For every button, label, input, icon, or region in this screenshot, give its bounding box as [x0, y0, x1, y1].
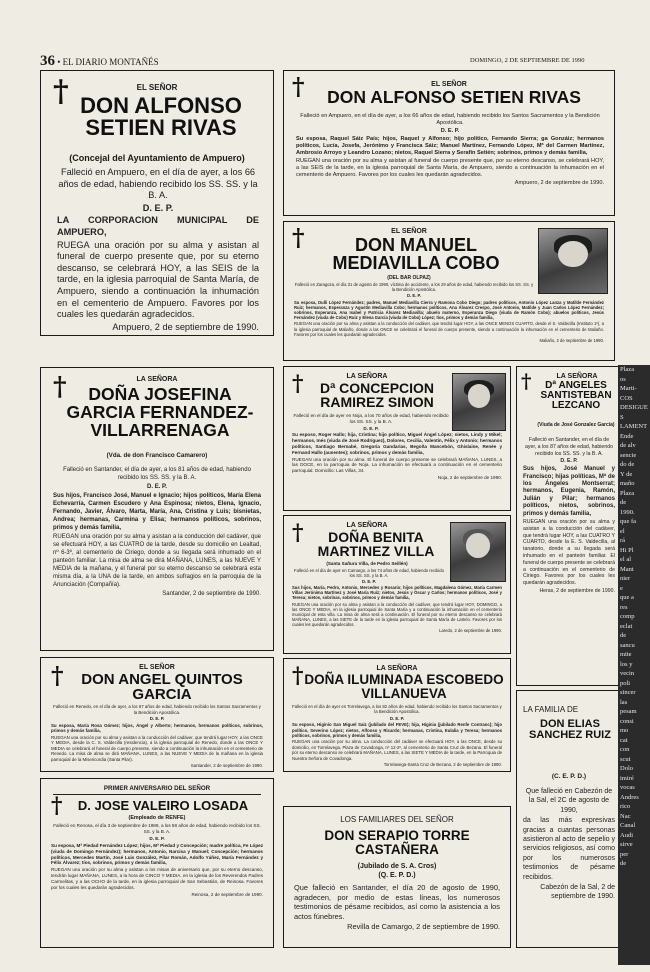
notice-body — [294, 282, 604, 360]
notice-heading: LA SEÑORA — [346, 522, 388, 529]
notice-name: DON SERAPIO TORRE CASTAÑERA — [324, 828, 470, 857]
notice-para: LA CORPORACION MUNICIPAL DE AMPUERO, — [57, 215, 259, 237]
notice-name: DON ALFONSO SETIEN RIVAS — [327, 87, 581, 107]
notice-name: D. JOSE VALEIRO LOSADA — [77, 798, 249, 813]
notice-heading: EL SEÑOR — [391, 228, 427, 235]
notice-para: Su esposo, Roger Hallo; hija, Cristina; hijo político, Miguel Ángel López; nietos, Lindy y Mikel; hermanos, Inés (viuda de José Rodríguez), Dolores, Cecilia, Valentín, Félix y Antonio; hermanos políticos, Santiago Bernabé, Gregoria Gandarias, Begoña Mancebón, Ghislaine, Renée y Fernand Hallo (ausentes); sobrinos, primos y demás familia, — [292, 432, 502, 455]
cross-icon: † — [51, 793, 63, 819]
notice-para: Santander, 2 de septiembre de 1990. — [190, 763, 263, 768]
notice-subtitle: (Concejal del Ayuntamiento de Ampuero) — [69, 153, 245, 163]
page-number: 36 — [40, 53, 55, 69]
page-date: DOMINGO, 2 DE SEPTIEMBRE DE 1990 — [470, 57, 585, 64]
notice-subtitle: (Empleado de RENFE) — [128, 815, 186, 821]
notice-heading: PRIMER ANIVERSARIO DEL SEÑOR — [103, 785, 211, 792]
notice-name: DON ELIAS SANCHEZ RUIZ — [529, 718, 611, 742]
notice-heading: LA SEÑORA — [556, 373, 598, 380]
notice-body — [53, 466, 261, 648]
heading-rule — [53, 794, 261, 795]
notice-heading: LA SEÑORA — [376, 665, 418, 672]
cross-icon: † — [292, 520, 304, 546]
notice-body — [57, 167, 259, 333]
cross-icon: † — [292, 663, 304, 689]
notice-para: RUEGAN una oración por su alma. El funeral de cuerpo presente se celebrará MAÑANA, LUNES, a las DOCE, en la parroquia de Noja. La inhumación se efectuará a continuación en el cementerio parroquial. Domicilio: Las Villas, 34. — [292, 456, 502, 474]
notice-para: Sus hijos, José Manuel y Francisco; hijas políticas, Mª de los Ángeles Montserrat; hermanos, Eugenia, Ramón, Julián y Pilar; hermanos políticos, nietos, sobrinos, primos y demás familia, — [523, 466, 615, 517]
notice-para: RUEGAN una oración por su alma y asistan a la conducción del cadáver, que tendrá lugar HOY, a las ONCE Y MEDIA, desde la C. S. Valdecilla (residencia), a la iglesia parroquial de Renedo, donde a las ONCE Y MEDIA se celebrará el funeral de cuerpo presente, siendo a continuación la inhumación en el cementerio de Renedo. La misa de alma se dirá MAÑANA, LUNES, a las NUEVE Y MEDIA de la mañana en la iglesia parroquial de la Misericordia (Santa Pilar). — [51, 734, 263, 762]
notice-heading: LA SEÑORA — [136, 376, 178, 383]
notice-para: D. E. P. — [149, 716, 165, 721]
notice-ramirez — [283, 366, 511, 511]
notice-para: Falleció en Zaragoza, el día 31 de agosto de 1990, víctima de accidente, a los 29 años de edad, habiendo recibido los SS. SS. y la Bendición Apostólica. — [294, 282, 534, 293]
notice-para: RUEGAN una oración por su alma y asistan a la conducción del cadáver, que tendrá lugar HOY, a las ONCE MENOS CUARTO, desde el S. Valdecilla (Instituto 1º), a la iglesia parroquial de Maliaño, donde a las ONCE se celebrará el funeral de cuerpo presente, siendo a continuación la inhumación en el cementerio de Maliaño. Favores por los cuales les quedarán agradecidos. — [294, 321, 604, 337]
notice-para: D. E. P. — [363, 425, 379, 431]
notice-heading: EL SEÑOR — [139, 664, 175, 671]
notice-escobedo — [283, 658, 511, 772]
notice-body — [51, 823, 263, 945]
notice-para: RUEGAN una oración por su alma y asistan a la conducción del cadáver, que tendrá lugar HOY, DOMINGO, a las ONCE Y MEDIA, en la iglesia parroquial de Santa María y a continuación la inhumación en el cementerio municipal de esta villa. La misa de alma será a continuación. El funeral por su eterno descanso se celebrará MAÑANA, LUNES, a las SIETE de la tarde en la iglesia parroquial de Santa María de Latrelo. Favores por los cuales les quedarán agradecidos. — [292, 601, 502, 627]
notice-body — [292, 704, 502, 770]
notice-para: Revilla de Camargo, 2 de septiembre de 1990. — [347, 922, 500, 932]
notice-subtitle: (DEL BAR OLPAZ) — [387, 275, 431, 281]
notice-body — [523, 437, 615, 683]
notice-para: Ampuero, 2 de septiembre de 1990. — [112, 321, 259, 332]
notice-para: Su esposa, Raquel Sáiz País; hijos, Raquel y Alfonso; hijo político, Fernando Sierra; ga Gonzáiz; hermanos políticos, Lucía, Josefa, Jerónimo y Francisca Sáiz; Manuel Martínez, Fernando López, Mª del Carmen Martínez, Ambrosio Arroyo y Leandro Lozano; nietos, Raquel Sierra y Serafín Setién; sobrinos, primos y demás familia, — [296, 136, 604, 156]
notice-para: Que falleció en Cabezón de la Sal, el 2C de agosto de 1990, — [525, 788, 613, 814]
notice-subtitle: (Vda. de don Francisco Camarero) — [106, 452, 208, 459]
notice-para: Reinosa, 2 de septiembre de 1990. — [191, 891, 263, 897]
notice-martinez — [283, 515, 511, 654]
notice-para: Falleció en Renedo, en el día de ayer, a los 67 años de edad, habiendo recibido los Santos Sacramentos y la Bendición Apostólica. — [53, 704, 261, 715]
notice-valeiro — [40, 778, 274, 948]
notice-para: Falleció en Renosa, el día 3 de septiembre de 1989, a los 58 años de edad, habiendo recibido los SS. SS. y la B. A. — [53, 823, 261, 834]
cross-icon: † — [292, 72, 305, 101]
notice-para: Que falleció en Santander, el día 20 de agosto de 1990, agradecen, por medio de estas líneas, los numerosos testimonios de pésame recibidos, así como la asistencia a los actos fúnebres. — [294, 883, 500, 921]
notice-subtitle: (Viuda de José Gonzalez García) — [537, 422, 615, 428]
cross-icon: † — [53, 372, 67, 402]
notice-para: Su esposa, Dulli López Fernández; padres, Manuel Mediavilla Cierra y Ramona Cobo Diego; padres políticos, Antonio López Lanza y Matilde Fernández Ruiz; hermanos, Esperanza y Agustín Mediavilla Cobo; hermanos políticos, Ana Álvarez Crespo, José Antonio, Matilde y Juan Carlos López Fernández; sobrinos, Esperanza, Ana Isabel y Patricia Álvarez Mediavilla; abuelo materno, Esperanza Diego (viuda de Ramón Cobo); abuelos políticos, Jesús Fernández (viuda de Cobo) Ruiz y Elena García (viuda de Cobo) López; tíos, primos y demás familia, — [294, 299, 604, 321]
cross-icon: † — [292, 223, 305, 252]
notice-para: RUEGAN una oración por su alma y asistan a los misas de aniversario que, por su eterno descanso, tendrán lugar MAÑANA, LUNES, a la hora de CINCO Y MEDIA, en la iglesia de los Reverendos Padres Carmelitas, y a las OCHO de la tarde, en la iglesia parroquial de San Sebastián, de Reinosa. Favores por los cuales les quedarán agradecidos. — [51, 867, 263, 891]
notice-setien-concejal — [40, 70, 274, 336]
notice-heading: LOS FAMILIARES DEL SEÑOR — [340, 815, 454, 824]
notice-body — [523, 787, 615, 945]
notice-para: Falleció en el día de ayer en Noja, a los 70 años de edad, habiendo recibido los SS. SS. y la B. A. — [293, 413, 449, 424]
notice-para: Torrelavega-Santa Cruz de Bezana, 2 de septiembre de 1990. — [383, 762, 502, 768]
notice-body — [51, 704, 263, 770]
notice-para: Falleció en el día de ayer en Torrelavega, a los 82 años de edad, habiendo recibido los Santos Sacramentos y la Bendición Apostólica. — [292, 704, 502, 715]
notice-para: da las más expresivas gracias a cuantas personas asistieron al acto de sepelio y servicios religiosos, así como por los numerosos testimonios de pésame recibidos. — [523, 817, 615, 881]
notice-para: Heras, 2 de septiembre de 1990. — [539, 588, 615, 594]
notice-para: Sus hijos, María, Pedro, Antonio, Mercedes y Rosario; hijos políticos, Magdalena Gómez, María Carmen Villas Jerónima Martínez y José María Ruiz; nietos, Jesús y Óscar y Carlos; hermanos políticos, José y Teresa; nietos, sobrinas, sobrinos, primos y demás familia, — [292, 585, 502, 601]
notice-para: Falleció en Santander, el día de ayer, a los 81 años de edad, habiendo recibido los SS. SS. y la B. A. — [63, 467, 251, 481]
notice-para: D. E. P. — [440, 128, 460, 134]
notice-para: RUEGAN una oración por su alma y asistan al funeral de cuerpo presente que, por su eterno descanso, se celebrará HOY, a las SEIS de la tarde, en la iglesia parroquial de Santa María, de Ampuero, siendo a continuación la inhumación en el cementerio de Ampuero. Favores por los cuales les quedarán agradecidos. — [296, 158, 604, 178]
notice-para: Su esposo, Higinio San Miguel Saiz (jubilado del FEVE); hija, Higinia (jubilado Renfe Contranc); hijo político, Severino López; nietos, Alfonso y Ricardo; hermanas, Cristina, Eulalia y Teresa; hermanos políticos, sobrinos, primos y demás familia, — [292, 722, 502, 739]
adjacent-page-text: Plaza os Marti- COS DESIGUES LAMENT Ende de alv sencie do de Y de maño Plaza de 1990. que fa el rá Hi Pl el al Mant nier e que a res comp eclat de sancu mite los y vecin poli sincer las pesam consi mo cat con scut Dolo imiré vocas Andres rico Nac Canal Audi sirve per de — [620, 366, 648, 867]
notice-para: Su esposa, Mª Piedad Fernández López; hijos, Mª Piedad y Concepción; madre política, Fe López (viuda de Domingo Fernández); hermanos, Antonio, Narcisa y Manuel; Concepción; hermanos políticos, Mercedes Martín, José Luis González, Pilar Román, Adolfo Yáñez, María Fernández y Félix Álvarez; tíos, sobrinos, primos y demás familia, — [51, 842, 263, 866]
notice-name: DON ALFONSO SETIEN RIVAS — [80, 93, 242, 141]
notice-subtitle-2: (Q. E. P. D.) — [378, 872, 416, 879]
adjacent-page-edge — [618, 365, 650, 965]
notice-para: Falleció en el día de ayer en Camargo, a los 74 años de edad, habiendo recibido los SS. SS. y la B. A. — [294, 568, 444, 579]
notice-santisteban — [516, 366, 622, 686]
page-header-left — [40, 53, 159, 70]
cross-icon: † — [53, 74, 69, 109]
notice-name: Dª ANGELES SANTISTEBAN LEZCANO — [540, 380, 612, 412]
cross-icon: † — [521, 369, 532, 393]
notice-para: Falleció en Ampuero, en el día de ayer, a los 66 años de edad, habiendo recibido los SS. SS. y la B. A. — [58, 167, 258, 201]
notice-subtitle: (C. E. P. D.) — [551, 773, 587, 780]
notice-heading: EL SEÑOR — [431, 81, 467, 88]
notice-name: DOÑA BENITA MARTINEZ VILLA — [317, 529, 435, 560]
notice-heading: LA SEÑORA — [346, 373, 388, 380]
notice-para: Su esposa, María Rosa Gómez; hijos, Ángel y Alberto; hermanos, hermanos políticos, sobrinos, primos y demás familia, — [51, 722, 263, 733]
notice-para: D. E. P. — [389, 715, 405, 721]
notice-para: Noja, 2 de septiembre de 1990. — [437, 474, 502, 480]
notice-torre — [283, 806, 511, 948]
notice-setien-familia — [283, 70, 615, 216]
notice-para: RUEGAN una oración por su alma y asistan a la conducción del cadáver, que se efectuará HOY, a las CUATRO de la tarde, desde su domicilio en Lealtad, nº 6-3º, al cementerio de Ciriego, donde a su llegada será inhumado en el panteón familiar. La misa de alma se dirá MAÑANA, LUNES, a las NUEVE Y MEDIA de la mañana, y el funeral por su eterno descanso se celebrará esta misma día, a la UNA de la tarde, en ambos sufragios en la parroquia de la Anunciación (Compañía). — [53, 534, 261, 588]
notice-heading: LA FAMILIA DE — [523, 705, 579, 714]
notice-subtitle: (Santa Sañura Villa, de Pedro Seillén) — [326, 561, 408, 566]
notice-garcia — [40, 367, 274, 651]
cross-icon: † — [51, 661, 64, 690]
notice-para: D. E. P. — [362, 579, 376, 585]
notice-para: Falleció en Santander, en el día de ayer, a los 87 años de edad, habiendo recibido los SS. SS. y la B. A. — [525, 437, 613, 457]
notice-name: DON ANGEL QUINTOS GARCIA — [81, 671, 243, 704]
notice-name: DOÑA JOSEFINA GARCIA FERNANDEZ-VILLARRENAGA — [66, 384, 254, 440]
notice-para: RUEGAN una oración por su alma. La conducción del cadáver se efectuará HOY, a las ONCE, desde su domicilio, en Torrelavega, Plaza de Covadonga, nº 12-2º, al cementerio de Santa Cruz de Bezana. El funeral por su eterno descanso se celebrará MAÑANA, LUNES, a las SIETE Y MEDIA de la tarde, en la Parroquia de Nuestra Señora de Covadonga. — [292, 739, 502, 761]
notice-body — [296, 113, 604, 213]
notice-quintos — [40, 657, 274, 772]
notice-para: Santander, 2 de septiembre de 1990. — [162, 591, 261, 597]
notice-name: DOÑA ILUMINADA ESCOBEDO VILLANUEVA — [304, 672, 504, 701]
notice-para: RUEGAN una oración por su alma y asistan a la conducción del cadáver, que tendrá lugar HOY, a las CUATRO Y CUARTO, desde la E. S. Valdecilla, al tanatorio, donde a su llegada será inhumado en el panteón familiar. El funeral de cuerpo presente se celebrará a continuación en el cementerio de Ciriego. Favores por los cuales les quedarán agradecidos. — [523, 519, 615, 587]
notice-para: Ampuero, 2 de septiembre de 1990. — [514, 180, 604, 186]
notice-para: Laredo, 2 de septiembre de 1990. — [439, 628, 502, 634]
notice-name: DON MANUEL MEDIAVILLA COBO — [332, 235, 500, 274]
notice-para: D. E. P. — [560, 458, 578, 465]
notice-para: Sus hijos, Francisco José, Manuel e Ignacio; hijos políticos, María Elena Echevarría, Carmen Escudero y Ana Espinosa; nietos, Elena, Ignacio, Fernando, Javier, Álvaro, Marta, María, Ana, Cristina y Luis; bisnietas, Andrea; hermanas, Carmina y Elisa; hermanos políticos, sobrinos, primos y demás familia, — [53, 493, 261, 531]
notice-name: Dª CONCEPCION RAMIREZ SIMON — [319, 380, 435, 411]
notice-mediavilla — [283, 221, 615, 361]
paper-name: • EL DIARIO MONTAÑÉS — [57, 57, 159, 67]
notice-para: D. E. P. — [147, 484, 167, 490]
notice-body — [292, 413, 502, 509]
notice-body — [292, 568, 502, 652]
notice-para: D. E. P. — [142, 202, 174, 213]
notice-body — [294, 883, 500, 947]
notice-para: Maliaño, 2 de septiembre de 1990. — [539, 338, 604, 344]
notice-para: RUEGA una oración por su alma y asistan al funeral de cuerpo presente que, por su eterno descanso, se celebrará HOY, a las SEIS de la tarde, en la iglesia parroquial de Santa María, de Ampuero, siendo a continuación la inhumación en el cementerio de Ampuero. Favores por los cuales les quedarán agradecidos. — [57, 239, 259, 320]
notice-para: D. E. P. — [149, 835, 165, 841]
notice-subtitle: (Jubilado de S. A. Cros) — [357, 863, 437, 870]
notice-para: Cabezón de la Sal, 2 de septiembre de 1990. — [540, 884, 615, 901]
cross-icon: † — [292, 371, 304, 397]
notice-para: D. E. P. — [407, 293, 421, 299]
notice-heading: EL SEÑOR — [136, 83, 178, 92]
notice-para: Falleció en Ampuero, en el día de ayer, a los 66 años de edad, habiendo recibido los Santos Sacramentos y la Bendición Apostólica. — [300, 113, 600, 126]
notice-sanchez — [516, 690, 622, 948]
